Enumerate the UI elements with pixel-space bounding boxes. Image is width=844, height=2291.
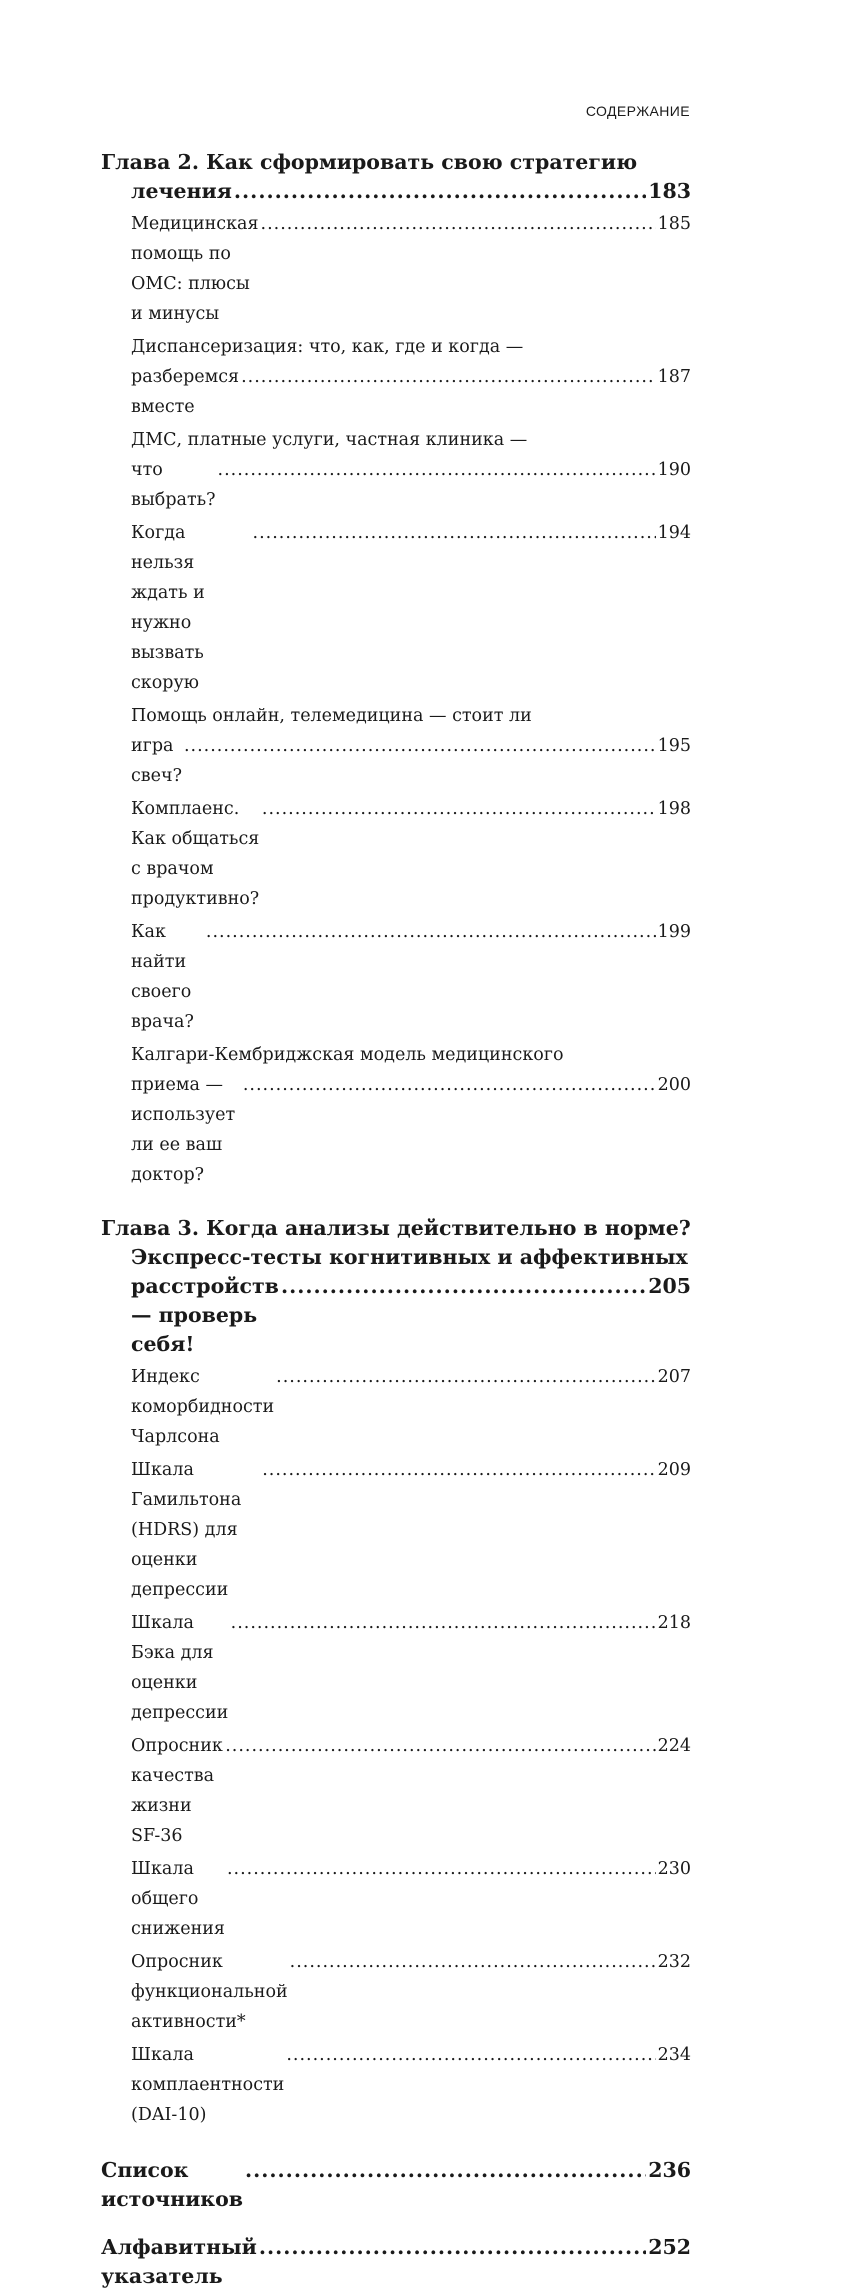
page-number: 195	[657, 736, 691, 756]
chapter-title-last-line: лечения	[131, 179, 232, 203]
entry-title: приема — использует ли ее ваш доктор?	[131, 1075, 236, 1185]
page-number: 200	[657, 1075, 691, 1095]
end-item-title: Алфавитный указатель	[101, 2235, 257, 2288]
toc-entry[interactable]	[101, 209, 691, 329]
chapter-title-row	[101, 177, 691, 206]
toc-entry[interactable]	[101, 701, 691, 791]
toc-entry[interactable]	[101, 1040, 691, 1190]
entry-title: что выбрать?	[131, 460, 216, 510]
toc-end-item[interactable]	[101, 2156, 691, 2214]
chapter-title-last-line: расстройств — проверь себя!	[131, 1274, 279, 1356]
entry-title-line: Диспансеризация: что, как, где и когда —	[131, 337, 524, 357]
page-number: 187	[657, 367, 691, 387]
page-number: 194	[657, 523, 691, 543]
page-number: 185	[657, 214, 691, 234]
table-of-contents	[101, 148, 691, 2291]
dot-leader	[259, 2233, 646, 2262]
dot-leader	[218, 455, 656, 485]
page-number: 230	[657, 1859, 691, 1879]
dot-leader	[225, 1731, 655, 1761]
page-number: 183	[648, 179, 691, 203]
toc-entry[interactable]	[101, 1731, 691, 1851]
chapter-title-line: Глава 2. Как сформировать свою стратегию	[101, 150, 638, 174]
entry-title-line: ДМС, платные услуги, частная клиника —	[131, 430, 528, 450]
toc-entry[interactable]	[101, 794, 691, 914]
entry-title: разберемся вместе	[131, 367, 240, 417]
dot-leader	[290, 1947, 656, 1977]
chapter-title-line: Экспресс-тесты когнитивных и аффективных	[131, 1245, 688, 1269]
entry-title: игра свеч?	[131, 736, 182, 786]
page-number: 218	[657, 1613, 691, 1633]
chapter-block	[101, 148, 691, 1190]
entry-title: Когда нельзя ждать и нужно вызвать скорую	[131, 523, 205, 693]
entry-title-line: Помощь онлайн, телемедицина — стоит ли	[131, 706, 532, 726]
toc-entry[interactable]	[101, 1854, 691, 1944]
toc-entry[interactable]	[101, 1455, 691, 1605]
dot-leader	[227, 1854, 656, 1884]
dot-leader	[281, 1272, 646, 1301]
end-item-title: Список источников	[101, 2158, 243, 2211]
entry-title: Индекс коморбидности Чарлсона	[131, 1367, 275, 1447]
page-number: 234	[657, 2045, 691, 2065]
page-number: 224	[657, 1736, 691, 1756]
dot-leader	[286, 2040, 655, 2070]
entry-title: Шкала комплаентности (DAI-10)	[131, 2045, 285, 2125]
dot-leader	[184, 731, 656, 761]
dot-leader	[243, 1070, 656, 1100]
running-head: СОДЕРЖАНИЕ	[585, 103, 690, 119]
dot-leader	[262, 1455, 655, 1485]
dot-leader	[253, 518, 656, 548]
toc-entry[interactable]	[101, 917, 691, 1037]
dot-leader	[276, 1362, 655, 1392]
entry-title: Комплаенс. Как общаться с врачом продуктивно?	[131, 799, 260, 909]
page-number: 205	[648, 1274, 691, 1298]
chapter-heading[interactable]	[101, 1214, 691, 1359]
toc-entry[interactable]	[101, 332, 691, 422]
chapter-title-row	[101, 1272, 691, 1359]
page-number: 236	[648, 2158, 691, 2182]
dot-leader	[262, 794, 656, 824]
dot-leader	[261, 209, 656, 239]
toc-entry[interactable]	[101, 1362, 691, 1452]
toc-entry[interactable]	[101, 1947, 691, 2037]
toc-entry[interactable]	[101, 425, 691, 515]
page-number: 199	[657, 922, 691, 942]
entry-title: Шкала Гамильтона (HDRS) для оценки депрессии	[131, 1460, 242, 1600]
page-number: 207	[657, 1367, 691, 1387]
dot-leader	[206, 917, 656, 947]
entry-title-line: Калгари-Кембриджская модель медицинского	[131, 1045, 564, 1065]
dot-leader	[231, 1608, 656, 1638]
section-list	[101, 209, 691, 1190]
toc-end-item[interactable]	[101, 2233, 691, 2291]
dot-leader	[245, 2156, 646, 2185]
entry-title: Медицинская помощь по ОМС: плюсы и минусы	[131, 214, 259, 324]
chapter-title-line: Глава 3. Когда анализы действительно в норме?	[101, 1216, 691, 1240]
page-number: 232	[657, 1952, 691, 1972]
toc-entry[interactable]	[101, 1608, 691, 1728]
toc-entry[interactable]	[101, 2040, 691, 2130]
dot-leader	[234, 177, 646, 206]
page-number: 190	[657, 460, 691, 480]
entry-title: Шкала общего снижения	[131, 1859, 225, 1939]
dot-leader	[241, 362, 656, 392]
entry-title: Как найти своего врача?	[131, 922, 194, 1032]
section-list	[101, 1362, 691, 2130]
chapter-block	[101, 1214, 691, 2130]
chapter-heading[interactable]	[101, 148, 691, 206]
entry-title: Опросник функциональной активности*	[131, 1952, 288, 2032]
page-number: 252	[648, 2235, 691, 2259]
toc-entry[interactable]	[101, 518, 691, 698]
entry-title: Шкала Бэка для оценки депрессии	[131, 1613, 229, 1723]
page-number: 209	[657, 1460, 691, 1480]
page-number: 198	[657, 799, 691, 819]
entry-title: Опросник качества жизни SF-36	[131, 1736, 223, 1846]
